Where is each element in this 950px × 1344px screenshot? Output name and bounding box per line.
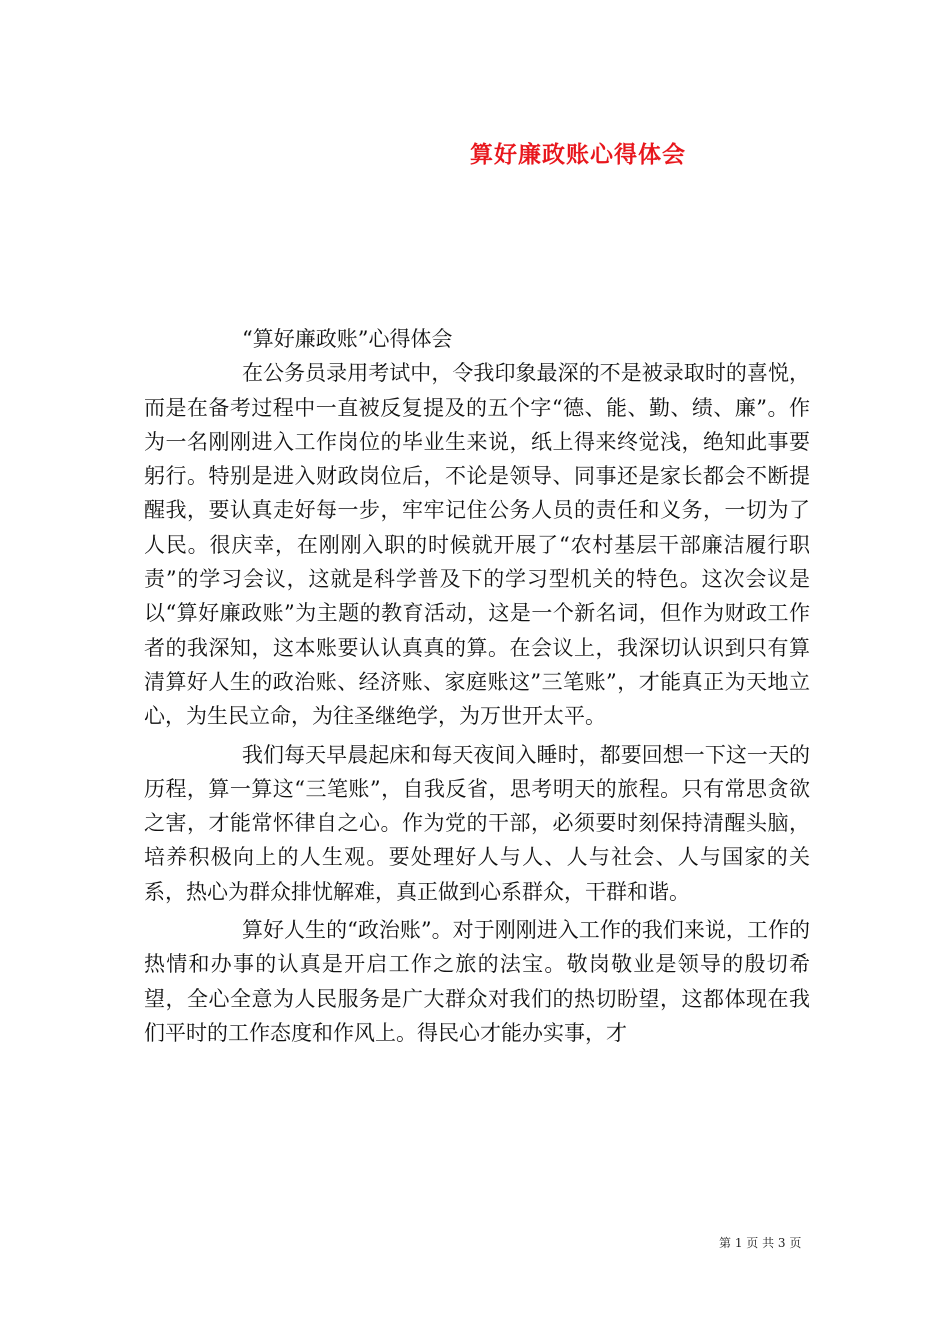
page-number-footer: 第 1 页 共 3 页 <box>719 1236 802 1250</box>
paragraph-2: 我们每天早晨起床和每天夜间入睡时，都要回想一下这一天的历程，算一算这“三笔账”，自我反省，思考明天的旅程。只有常思贪欲之害，才能常怀律自之心。作为党的干部，必须要时刻保持清醒头脑，培养积极向上的人生观。要处理好人与人、人与社会、人与国家的关系，热心为群众排忧解难，真正做到心系群众，干群和谐。 <box>144 742 810 904</box>
paragraph-3: 算好人生的“政治账”。对于刚刚进入工作的我们来说，工作的热情和办事的认真是开启工作之旅的法宝。敬岗敬业是领导的殷切希望，全心全意为人民服务是广大群众对我们的热切盼望，这都体现在我们平时的工作态度和作风上。得民心才能办实事，才 <box>144 918 810 1045</box>
document-body <box>144 322 810 1050</box>
document-subtitle: “算好廉政账”心得体会 <box>242 327 453 351</box>
document-title: 算好廉政账心得体会 <box>470 141 686 168</box>
paragraph-1: 在公务员录用考试中，令我印象最深的不是被录取时的喜悦，而是在备考过程中一直被反复提及的五个字“德、能、勤、绩、廉”。作为一名刚刚进入工作岗位的毕业生来说，纸上得来终觉浅，绝知此事要躬行。特别是进入财政岗位后，不论是领导、同事还是家长都会不断提醒我，要认真走好每一步，牢牢记住公务人员的责任和义务，一切为了人民。很庆幸，在刚刚入职的时候就开展了“农村基层干部廉洁履行职责”的学习会议，这就是科学普及下的学习型机关的特色。这次会议是以“算好廉政账”为主题的教育活动，这是一个新名词，但作为财政工作者的我深知，这本账要认认真真的算。在会议上，我深切认识到只有算清算好人生的政治账、经济账、家庭账这”三笔账”，才能真正为天地立心，为生民立命，为往圣继绝学，为万世开太平。 <box>144 361 810 729</box>
